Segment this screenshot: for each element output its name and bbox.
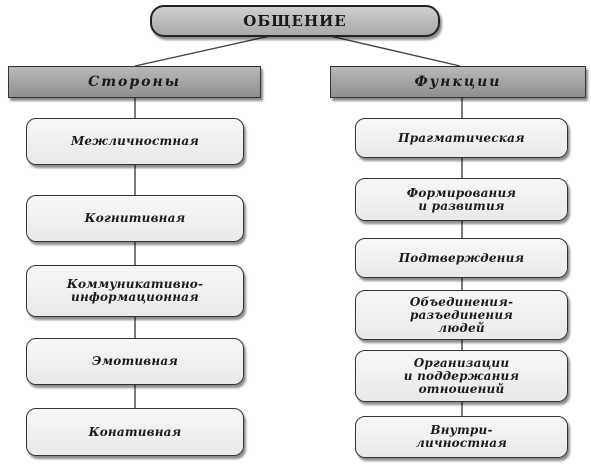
- side-node: Коммуникативно- информационная: [26, 265, 244, 317]
- function-node: Внутри- личностная: [355, 416, 568, 458]
- function-node: Прагматическая: [355, 118, 568, 158]
- root-node: ОБЩЕНИЕ: [150, 5, 440, 37]
- connector-root-sides: [135, 36, 270, 66]
- functions-header: Функции: [330, 66, 586, 98]
- function-node: Объединения- разъединения людей: [355, 290, 568, 340]
- side-node: Когнитивная: [26, 195, 244, 242]
- side-node: Межличностная: [26, 118, 244, 165]
- connector-root-functions: [330, 36, 460, 66]
- function-node: Формирования и развития: [355, 178, 568, 221]
- side-node: Эмотивная: [26, 338, 244, 385]
- sides-header: Стороны: [8, 66, 261, 98]
- function-node: Организации и поддержания отношений: [355, 350, 568, 402]
- function-node: Подтверждения: [355, 238, 568, 278]
- side-node: Конативная: [26, 408, 244, 456]
